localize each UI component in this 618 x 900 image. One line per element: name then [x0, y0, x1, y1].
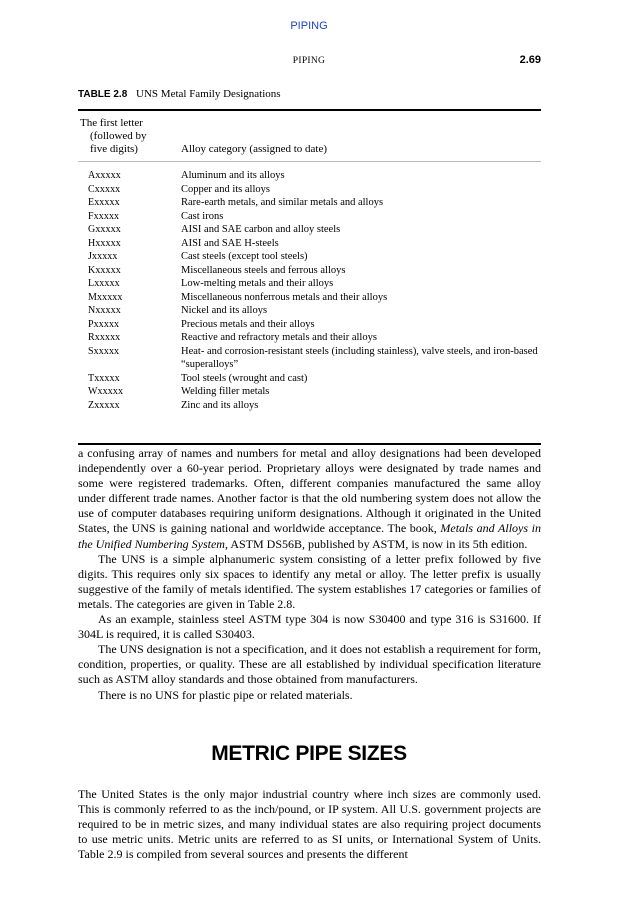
table-bottom-rule [78, 443, 541, 445]
p1-text-a: a confusing array of names and numbers for metal and alloy designations had been developed independently over a 60-year period. Proprietary alloys were designated by trade names and some were registered trademarks. Often, different companies manufactured the same alloy under different trade names. Another factor is that the old numbering system does not allow the use of computer databases requiring uniform designations. Although it originated in the United States, the UNS is gaining national and worldwide acceptance. The book, [78, 446, 541, 536]
p1-text-b: , ASTM DS56B, published by ASTM, is now in its 5th edition. [224, 536, 528, 551]
row-code: Exxxxx [88, 197, 120, 208]
row-desc: Precious metals and their alloys [181, 318, 315, 330]
header-col1-line2: (followed by [90, 130, 147, 143]
row-desc: Aluminum and its alloys [181, 170, 285, 181]
row-code: Pxxxxx [88, 318, 120, 330]
row-desc: Nickel and its alloys [181, 305, 268, 316]
row-code: Txxxxx [88, 372, 120, 384]
row-code: Mxxxxx [88, 291, 123, 303]
table-row [78, 304, 541, 318]
row-code: Hxxxxx [88, 237, 121, 249]
row-code: Jxxxxx [88, 251, 118, 262]
row-desc: Zinc and its alloys [181, 399, 259, 411]
table-row [78, 372, 541, 386]
row-code: Sxxxxx [88, 345, 120, 357]
paragraph-2: The UNS is a simple alphanumeric system consisting of a letter prefix followed by five digits. This requires only six spaces to identify any metal or alloy. The letter prefix is usually suggestive of the family of metals identified. The system establishes 17 categories or families of metals. The categories are given in Table 2.8. [78, 551, 541, 611]
table-row [78, 210, 541, 224]
row-desc: Tool steels (wrought and cast) [181, 372, 308, 384]
section-title: METRIC PIPE SIZES [211, 742, 407, 765]
row-desc: Cast steels (except tool steels) [181, 251, 308, 262]
paragraph-3: As an example, stainless steel ASTM type 304 is now S30400 and type 316 is S31600. If 304L is required, it is called S30403. [78, 612, 541, 642]
row-desc: Cast irons [181, 210, 224, 222]
row-desc: AISI and SAE carbon and alloy steels [181, 224, 341, 235]
table-row [78, 345, 541, 372]
paragraph-1 [78, 446, 541, 552]
row-desc: Miscellaneous nonferrous metals and their alloys [181, 291, 388, 303]
table-row [78, 331, 541, 345]
table-body [78, 169, 541, 412]
table-row [78, 291, 541, 305]
header-col1-line1: The first letter [80, 117, 143, 129]
top-link[interactable]: PIPING [290, 20, 328, 32]
table-row [78, 169, 541, 183]
table-row [78, 264, 541, 278]
table-row [78, 399, 541, 413]
row-desc: Low-melting metals and their alloys [181, 278, 334, 289]
row-desc: Miscellaneous steels and ferrous alloys [181, 264, 346, 276]
p1-book-title: Metals and Alloys in the Unified Numbering System [78, 521, 541, 551]
row-desc: Reactive and refractory metals and their alloys [181, 332, 377, 343]
row-code: Gxxxxx [88, 224, 121, 235]
row-desc: Heat- and corrosion-resistant steels (including stainless), valve steels, and iron-based “superalloys” [181, 345, 538, 370]
running-head: PIPING [292, 56, 326, 66]
table-row [78, 196, 541, 210]
row-desc: Welding filler metals [181, 386, 270, 397]
table-row [78, 250, 541, 264]
row-code: Nxxxxx [88, 305, 121, 316]
body-text [78, 446, 541, 703]
row-code: Fxxxxx [88, 210, 120, 222]
table-caption-text: UNS Metal Family Designations [136, 88, 281, 100]
table-caption [78, 88, 281, 100]
table-header-col2: Alloy category (assigned to date) [181, 143, 328, 155]
section-paragraph: The United States is the only major industrial country where inch sizes are commonly used. This is commonly referred to as the inch/pound, or IP system. All U.S. government projects are required to be in metric sizes, and many individual states are also requiring project documents to use metric units. Metric units are referred to as SI units, or International System of Units. Table 2.9 is compiled from several sources and presents the different [78, 787, 541, 862]
table-label: TABLE 2.8 [78, 89, 128, 100]
table-row [78, 237, 541, 251]
table-header-col1 [80, 117, 170, 157]
table-top-rule [78, 109, 541, 111]
row-desc: AISI and SAE H-steels [181, 237, 279, 249]
row-code: Wxxxxx [88, 386, 124, 397]
table-row [78, 277, 541, 291]
paragraph-5: There is no UNS for plastic pipe or related materials. [98, 687, 353, 702]
row-code: Axxxxx [88, 170, 121, 181]
paragraph-4: The UNS designation is not a specification, and it does not establish a requirement for form, condition, properties, or quality. These are all established by individual specification literature such as ASTM alloy standards and those obtained from manufacturers. [78, 642, 541, 687]
row-code: Kxxxxx [88, 264, 121, 276]
table-row [78, 385, 541, 399]
table-row [78, 183, 541, 197]
row-code: Rxxxxx [88, 332, 121, 343]
section-body [78, 787, 541, 862]
page-number: 2.69 [519, 54, 541, 66]
row-desc: Rare-earth metals, and similar metals and alloys [181, 197, 384, 208]
header-col1-line3: five digits) [90, 143, 138, 156]
row-code: Zxxxxx [88, 399, 120, 411]
table-header-rule [78, 161, 541, 162]
row-desc: Copper and its alloys [181, 183, 270, 195]
row-code: Cxxxxx [88, 183, 121, 195]
row-code: Lxxxxx [88, 278, 120, 289]
table-row [78, 223, 541, 237]
table-row [78, 318, 541, 332]
